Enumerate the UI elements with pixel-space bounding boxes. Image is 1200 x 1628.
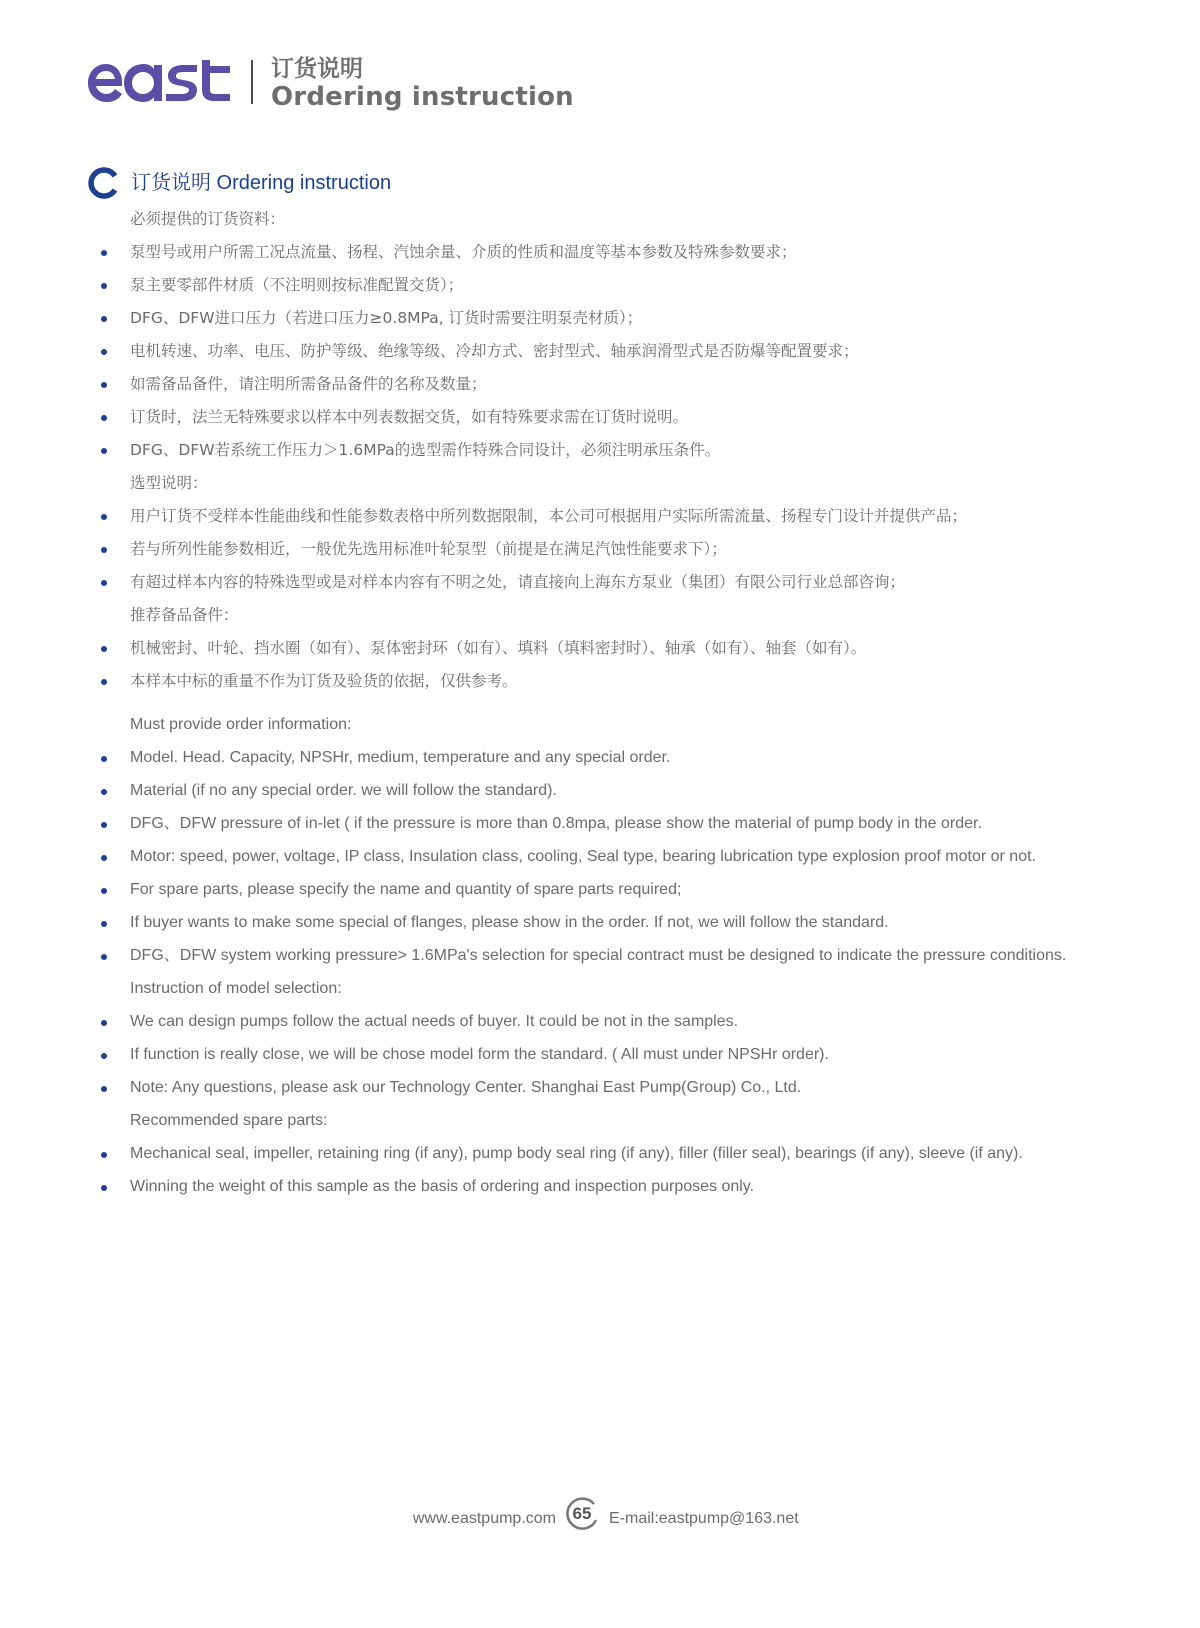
footer-website: www.eastpump.com xyxy=(412,1510,556,1527)
list-item: 泵型号或用户所需工况点流量、扬程、汽蚀余量、介质的性质和温度等基本参数及特殊参数要求； xyxy=(130,243,797,261)
page-footer xyxy=(0,1496,1200,1546)
bullet-icon xyxy=(101,855,107,861)
bullet-icon xyxy=(101,349,107,355)
bullet-icon xyxy=(101,1086,107,1092)
list-item: DFG、DFW system working pressure> 1.6MPa's selection for special contract must be designed to indicate the pressure conditions. xyxy=(130,947,1067,964)
list-item: Model. Head. Capacity, NPSHr, medium, temperature and any special order. xyxy=(130,749,671,766)
subheading: 推荐备品备件： xyxy=(130,606,239,624)
header-title-zh: 订货说明 xyxy=(271,56,363,82)
bullet-icon xyxy=(101,382,107,388)
bullet-icon xyxy=(101,1020,107,1026)
bullet-icon xyxy=(101,514,107,520)
bullet-icon xyxy=(101,1053,107,1059)
list-item: For spare parts, please specify the name and quantity of spare parts required; xyxy=(130,881,682,898)
bullet-icon xyxy=(101,250,107,256)
subheading: 选型说明： xyxy=(130,474,208,492)
section-title: 订货说明 Ordering instruction xyxy=(131,172,392,194)
list-item: 泵主要零部件材质（不注明则按标准配置交货）； xyxy=(130,276,464,294)
list-item: 订货时，法兰无特殊要求以样本中列表数据交货，如有特殊要求需在订货时说明。 xyxy=(130,408,689,426)
bullet-icon xyxy=(101,954,107,960)
list-item: If function is really close, we will be chose model form the standard. ( All must under NPSHr order). xyxy=(130,1046,829,1063)
list-item: DFG、DFW若系统工作压力＞1.6MPa的选型需作特殊合同设计，必须注明承压条件。 xyxy=(130,441,721,459)
bullet-icon xyxy=(101,679,107,685)
list-item: 机械密封、叶轮、挡水圈（如有）、泵体密封环（如有）、填料（填料密封时）、轴承（如有）、轴套（如有）。 xyxy=(130,639,867,657)
bullet-icon xyxy=(101,448,107,454)
list-item: We can design pumps follow the actual needs of buyer. It could be not in the samples. xyxy=(130,1013,739,1030)
bullet-icon xyxy=(101,921,107,927)
subheading: Must provide order information: xyxy=(130,716,352,733)
bullet-icon xyxy=(101,580,107,586)
footer-email: E-mail:eastpump@163.net xyxy=(609,1510,799,1527)
list-item: Motor: speed, power, voltage, IP class, Insulation class, cooling, Seal type, bearing lubrication type explosion proof motor or not. xyxy=(130,848,1036,865)
list-item: DFG、DFW进口压力（若进口压力≥0.8MPa, 订货时需要注明泵壳材质）； xyxy=(130,309,643,327)
bullet-icon xyxy=(101,789,107,795)
subheading: Instruction of model selection: xyxy=(130,980,342,997)
bullet-icon xyxy=(101,283,107,289)
list-item: DFG、DFW pressure of in-let ( if the pressure is more than 0.8mpa, please show the material of pump body in the order. xyxy=(130,815,982,832)
bullet-icon xyxy=(101,415,107,421)
bullet-icon xyxy=(101,822,107,828)
bullet-icon xyxy=(101,1152,107,1158)
list-item: Note: Any questions, please ask our Technology Center. Shanghai East Pump(Group) Co., Ltd. xyxy=(130,1079,802,1096)
subheading: Recommended spare parts: xyxy=(130,1112,328,1129)
list-item: 有超过样本内容的特殊选型或是对样本内容有不明之处，请直接向上海东方泵业（集团）有限公司行业总部咨询； xyxy=(130,573,906,591)
subheading: 必须提供的订货资料： xyxy=(130,210,286,228)
list-item: 用户订货不受样本性能曲线和性能参数表格中所列数据限制，本公司可根据用户实际所需流量、扬程专门设计并提供产品； xyxy=(130,507,968,525)
list-item: 电机转速、功率、电压、防护等级、绝缘等级、冷却方式、密封型式、轴承润滑型式是否防爆等配置要求； xyxy=(130,342,859,360)
bullet-icon xyxy=(101,756,107,762)
list-item: Material (if no any special order. we will follow the standard). xyxy=(130,782,557,799)
list-item: 若与所列性能参数相近，一般优先选用标准叶轮泵型（前提是在满足汽蚀性能要求下）； xyxy=(130,540,727,558)
page-number: 65 xyxy=(572,1504,592,1523)
bullet-icon xyxy=(101,888,107,894)
list-item: 如需备品备件，请注明所需备品备件的名称及数量； xyxy=(130,375,487,393)
list-item: Winning the weight of this sample as the basis of ordering and inspection purposes only. xyxy=(130,1178,755,1195)
bullet-icon xyxy=(101,646,107,652)
list-item: Mechanical seal, impeller, retaining ring (if any), pump body seal ring (if any), filler (filler seal), bearings (if any), sleeve (if any). xyxy=(130,1145,1023,1162)
bullet-icon xyxy=(101,1185,107,1191)
bullet-icon xyxy=(101,316,107,322)
header-title-en: Ordering instruction xyxy=(271,82,574,112)
bullet-icon xyxy=(101,547,107,553)
list-item: 本样本中标的重量不作为订货及验货的依据，仅供参考。 xyxy=(130,672,518,690)
list-item: If buyer wants to make some special of flanges, please show in the order. If not, we will follow the standard. xyxy=(130,914,889,931)
